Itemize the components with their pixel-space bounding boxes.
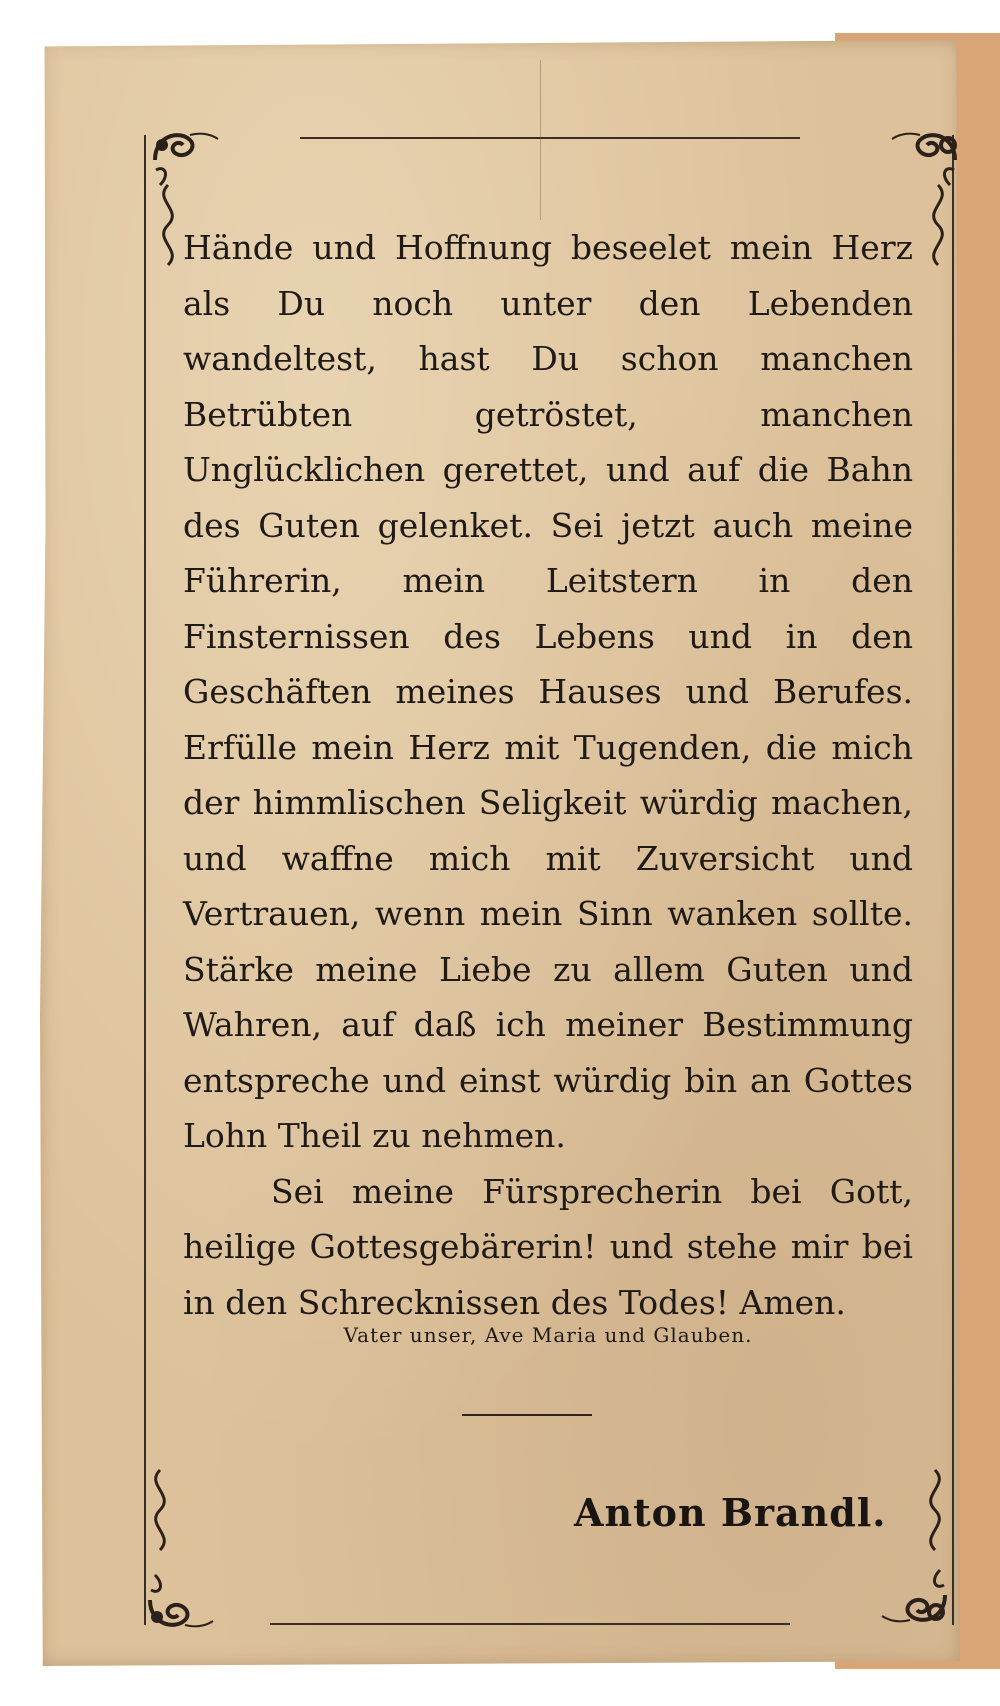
- left-scroll-ornament-top: [148, 180, 188, 270]
- prayer-text: [183, 220, 913, 1330]
- signature-divider: [462, 1414, 592, 1416]
- prayer-paragraph-2: Sei meine Fürsprecherin bei Gott, heilige Gottesgebärerin! und stehe mir bei in den Schrecknissen des Todes! Amen.: [183, 1171, 913, 1322]
- bottom-right-ornament: [880, 1560, 950, 1630]
- left-scroll-ornament-bottom: [140, 1465, 180, 1555]
- prayer-paragraph-1: Hände und Hoffnung beseelet mein Herz als Du noch unter den Lebenden wandeltest, hast Du schon manchen Betrübten getröstet, manchen Unglücklichen gerettet, und auf die Bahn des Guten gelenket. Sei jetzt auch meine Führerin, mein Leitstern in den Finsternissen des Lebens und in den Geschäften meines Hauses und Berufes. Erfülle mein Herz mit Tugenden, die mich der himmlischen Seligkeit würdig machen, und waffne mich mit Zuversicht und Vertrauen, wenn mein Sinn wanken sollte. Stärke meine Liebe zu allem Guten und Wahren, auf daß ich meiner Bestimmung entspreche und einst würdig bin an Gottes Lohn Theil zu nehmen.: [183, 228, 913, 1155]
- closing-prayer-line: Vater unser, Ave Maria und Glauben.: [343, 1323, 753, 1347]
- right-scroll-ornament-bottom: [915, 1465, 955, 1555]
- top-border-rule: [300, 137, 800, 139]
- bottom-border-rule: [270, 1623, 790, 1625]
- signature-name: Anton Brandl.: [574, 1490, 887, 1535]
- bottom-left-ornament: [145, 1565, 215, 1635]
- fold-crease: [540, 60, 541, 220]
- right-scroll-ornament-top: [918, 180, 958, 270]
